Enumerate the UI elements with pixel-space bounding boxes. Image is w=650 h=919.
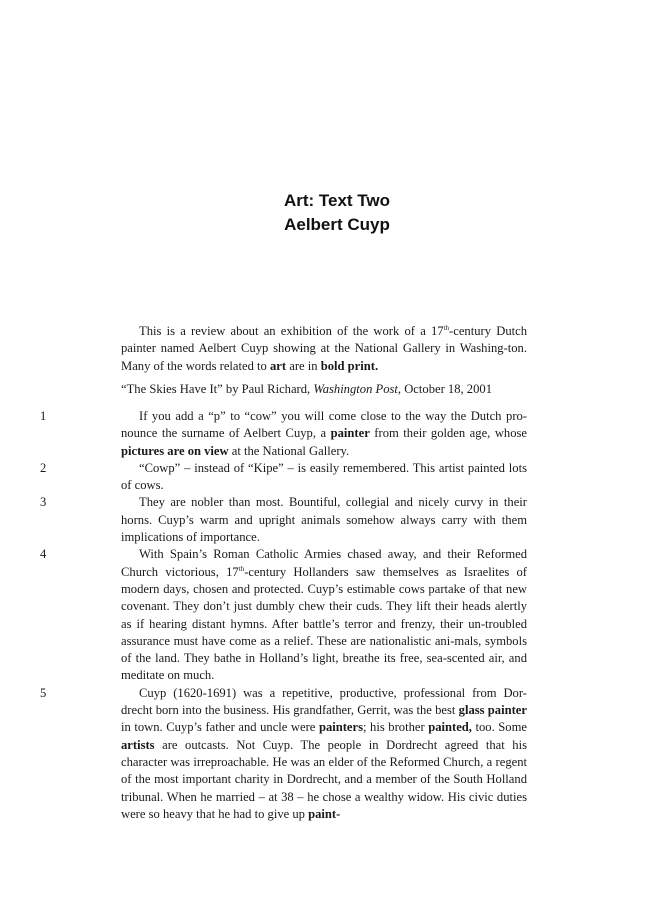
paragraph-3 <box>40 494 527 546</box>
citation-text: “The Skies Have It” by Paul Richard, <box>121 382 314 396</box>
paragraph-number: 1 <box>40 409 47 423</box>
paragraph-1 <box>40 408 528 460</box>
paragraph-4 <box>40 546 527 684</box>
paragraph-number: 2 <box>40 460 47 475</box>
paragraph-text: are outcasts. Not Cuyp. The people in Dordrecht agreed that his character was irreproachable. He was an elder of the Reformed Church, a regent of the most important charity in Dordrecht, and a member of the South Holland tribunal. When he married – at 38 – he chose a wealthy widow. His civic duties were so heavy that he had to give up <box>121 737 527 821</box>
bold-term: artists <box>121 737 155 752</box>
source-citation <box>121 381 527 398</box>
intro-bold: art <box>270 358 287 373</box>
paragraph-text: from their golden age, whose <box>369 426 528 441</box>
intro-section <box>121 323 527 375</box>
intro-text: This is a review about an exhibition of the work of a 17 <box>139 324 444 338</box>
citation-text: October 18, 2001 <box>401 382 492 396</box>
page-header <box>0 189 650 237</box>
intro-superscript: th <box>443 324 450 332</box>
paragraph-text: too. Some <box>471 720 527 735</box>
paragraph-5 <box>40 685 527 823</box>
citation-line <box>121 381 527 398</box>
intro-text: are in <box>286 358 321 373</box>
intro-text: -century Dutch painter named Aelbert Cuyp showing at the National Gallery in Washing-ton. Many of the words related to <box>121 324 527 373</box>
article-body <box>40 408 528 823</box>
paragraph-2 <box>40 460 527 495</box>
intro-bold: bold print. <box>320 358 379 373</box>
paragraph-number: 3 <box>40 495 47 510</box>
bold-term: paint- <box>308 806 341 821</box>
paragraph-text: in town. Cuyp’s father and uncle were <box>121 720 319 735</box>
bold-term: glass painter <box>458 703 527 718</box>
bold-term: painted, <box>428 720 472 735</box>
bold-term: painters <box>318 720 364 735</box>
paragraph-text: They are nobler than most. Bountiful, collegial and nicely curvy in their horns. Cuyp’s warm and upright animals somehow always carry with them implications of importance. <box>121 495 527 545</box>
citation-publication: Washington Post, <box>313 382 402 396</box>
paragraph-text: ; his brother <box>363 720 429 735</box>
paragraph-text: “Cowp” – instead of “Kipe” – is easily remembered. This artist painted lots of cows. <box>121 460 527 493</box>
paragraph-text: at the National Gallery. <box>228 443 350 458</box>
paragraph-text: With Spain’s Roman Catholic Armies chased away, and their Reformed Church victorious, 17 <box>121 547 527 579</box>
page-title: Art: Text Two <box>283 191 391 210</box>
paragraph-text: -century Hollanders saw themselves as Israelites of modern days, chosen and protected. Cuyp’s estimable cows partake of that new covenant. They don’t just dumbly chew their cuds. They lift their heads alertly as if hearing distant hymns. After battle’s terror and frenzy, their un-troubled assurance must have come as a relief. These are nationalistic ani-mals, symbols of the land. They bathe in Holland’s light, breathe its free, sea-scented air, and meditate on much. <box>121 564 527 683</box>
paragraph-text: If you add a “p” to “cow” you will come close to the way the Dutch pro-nounce the surname of Aelbert Cuyp, a <box>121 409 527 441</box>
intro-paragraph <box>121 323 527 375</box>
bold-term: pictures are on view <box>121 443 229 458</box>
paragraph-number: 4 <box>40 547 47 562</box>
paragraph-text: Cuyp (1620-1691) was a repetitive, productive, professional from Dor-drecht born into the business. His grandfather, Gerrit, was the best <box>121 685 527 718</box>
page-subtitle: Aelbert Cuyp <box>284 215 390 234</box>
paragraph-number: 5 <box>40 685 47 700</box>
bold-term: painter <box>330 426 370 441</box>
superscript: th <box>238 564 245 573</box>
